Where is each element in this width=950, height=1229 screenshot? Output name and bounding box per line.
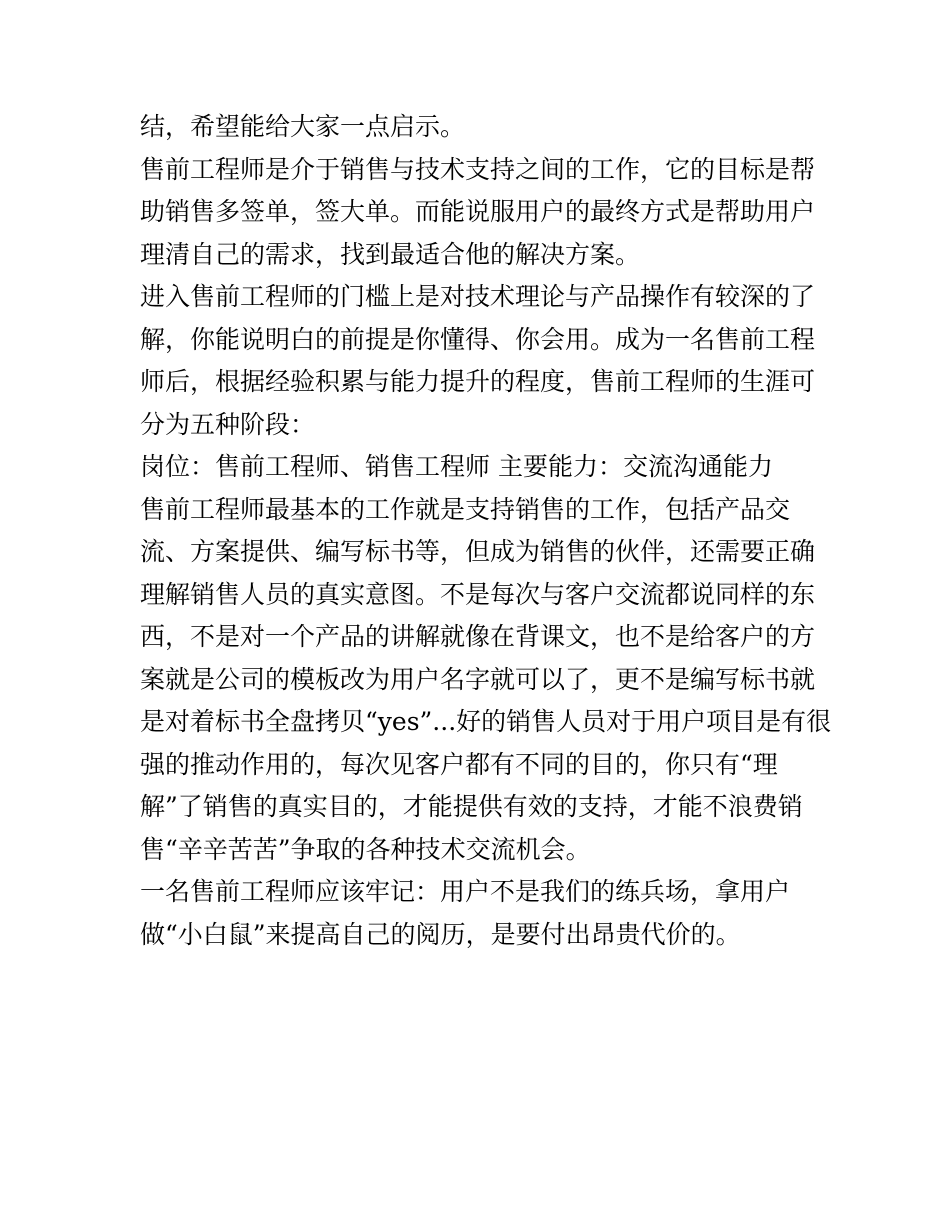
text-line-12: 理解销售人员的真实意图。不是每次与客户交流都说同样的东 (140, 579, 816, 609)
text-line-17: 解”了销售的真实目的，才能提供有效的支持，才能不浪费销 (140, 792, 803, 821)
text-line-18: 售“辛辛苦苦”争取的各种技术交流机会。 (140, 834, 591, 864)
text-line-9: 岗位：售前工程师、销售工程师 主要能力：交流沟通能力 (140, 452, 773, 481)
text-line-13: 西，不是对一个产品的讲解就像在背课文，也不是给客户的方 (140, 622, 816, 651)
text-line-10: 售前工程师最基本的工作就是支持销售的工作，包括产品交 (140, 494, 791, 524)
text-line-7: 师后，根据经验积累与能力提升的程度，售前工程师的生涯可 (140, 367, 816, 396)
body-text (140, 106, 832, 956)
text-line-2: 售前工程师是介于销售与技术支持之间的工作，它的目标是帮 (140, 154, 816, 184)
text-line-4: 理清自己的需求，找到最适合他的解决方案。 (140, 239, 641, 269)
text-line-6: 解，你能说明白的前提是你懂得、你会用。成为一名售前工程 (140, 324, 816, 354)
text-line-15: 是对着标书全盘拷贝“yes”...好的销售人员对于用户项目是有很 (140, 707, 832, 736)
text-line-16: 强的推动作用的，每次见客户都有不同的目的，你只有“理 (140, 749, 778, 779)
text-line-8: 分为五种阶段： (140, 409, 316, 439)
text-line-19: 一名售前工程师应该牢记：用户不是我们的练兵场，拿用户 (140, 877, 791, 906)
text-line-5: 进入售前工程师的门槛上是对技术理论与产品操作有较深的了 (140, 282, 816, 311)
text-line-1: 结，希望能给大家一点启示。 (140, 112, 466, 141)
text-line-3: 助销售多签单，签大单。而能说服用户的最终方式是帮助用户 (140, 197, 816, 226)
text-line-20: 做“小白鼠”来提高自己的阅历，是要付出昂贵代价的。 (140, 919, 741, 949)
text-line-14: 案就是公司的模板改为用户名字就可以了，更不是编写标书就 (140, 664, 816, 694)
text-line-11: 流、方案提供、编写标书等，但成为销售的伙伴，还需要正确 (140, 537, 816, 566)
